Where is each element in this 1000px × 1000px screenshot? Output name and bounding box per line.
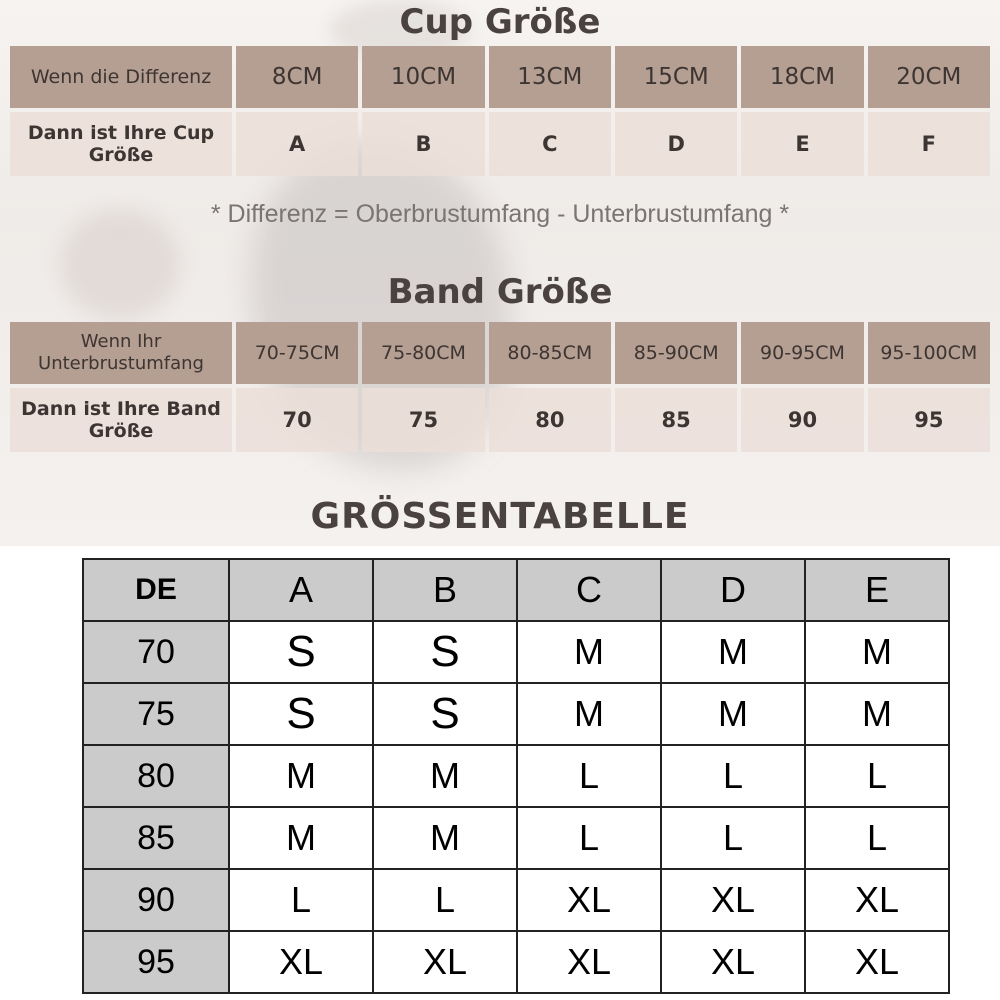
- size-cell: XL: [805, 931, 949, 993]
- cup-column-header: C: [517, 559, 661, 621]
- size-cell: L: [517, 807, 661, 869]
- band-size-title: Band Größe: [387, 272, 613, 312]
- size-cell: M: [661, 683, 805, 745]
- size-cell: L: [661, 745, 805, 807]
- table-row: [83, 931, 949, 993]
- size-cell: S: [373, 621, 517, 683]
- table-row: [83, 807, 949, 869]
- size-cell: M: [661, 621, 805, 683]
- band-row-header: 95: [83, 931, 229, 993]
- band-number-cell: 70: [236, 388, 358, 452]
- table-row: [83, 869, 949, 931]
- size-cell: XL: [805, 869, 949, 931]
- band-row1-label: Wenn Ihr Unterbrustumfang: [10, 322, 232, 384]
- cup-difference-cell: 15CM: [615, 46, 737, 108]
- band-range-cell: 80-85CM: [489, 322, 611, 384]
- table-row: [83, 683, 949, 745]
- cup-row2-label: Dann ist Ihre Cup Größe: [10, 112, 232, 176]
- band-row-header: 90: [83, 869, 229, 931]
- size-cell: M: [373, 807, 517, 869]
- size-cell: S: [229, 683, 373, 745]
- size-cell: L: [517, 745, 661, 807]
- cup-column-header: B: [373, 559, 517, 621]
- size-cell: XL: [661, 869, 805, 931]
- cup-difference-cell: 8CM: [236, 46, 358, 108]
- band-size-table: [10, 322, 990, 452]
- table-corner-label: DE: [83, 559, 229, 621]
- band-number-cell: 90: [741, 388, 863, 452]
- size-cell: M: [517, 621, 661, 683]
- size-cell: L: [373, 869, 517, 931]
- cup-letter-cell: C: [489, 112, 611, 176]
- cup-letter-cell: A: [236, 112, 358, 176]
- size-cell: M: [805, 621, 949, 683]
- cup-difference-cell: 20CM: [868, 46, 990, 108]
- size-cell: XL: [661, 931, 805, 993]
- band-row-header: 85: [83, 807, 229, 869]
- size-cell: S: [373, 683, 517, 745]
- cup-column-header: E: [805, 559, 949, 621]
- size-cell: L: [229, 869, 373, 931]
- size-cell: XL: [517, 931, 661, 993]
- band-row2-label: Dann ist Ihre Band Größe: [10, 388, 232, 452]
- size-cell: M: [517, 683, 661, 745]
- size-cell: S: [229, 621, 373, 683]
- de-size-table: [82, 558, 950, 994]
- band-row-header: 80: [83, 745, 229, 807]
- band-number-cell: 75: [362, 388, 484, 452]
- band-number-cell: 80: [489, 388, 611, 452]
- size-cell: XL: [517, 869, 661, 931]
- table-row: [83, 621, 949, 683]
- size-cell: M: [229, 745, 373, 807]
- cup-letter-cell: E: [741, 112, 863, 176]
- size-cell: M: [373, 745, 517, 807]
- size-cell: M: [229, 807, 373, 869]
- table-row: [83, 745, 949, 807]
- size-cell: L: [805, 745, 949, 807]
- cup-size-title: Cup Größe: [399, 2, 601, 42]
- size-cell: L: [805, 807, 949, 869]
- cup-difference-cell: 10CM: [362, 46, 484, 108]
- band-range-cell: 95-100CM: [868, 322, 990, 384]
- cup-row1-label: Wenn die Differenz: [10, 46, 232, 108]
- size-cell: XL: [229, 931, 373, 993]
- size-cell: M: [805, 683, 949, 745]
- size-table-title: GRÖSSENTABELLE: [310, 496, 690, 537]
- band-range-cell: 70-75CM: [236, 322, 358, 384]
- band-number-cell: 85: [615, 388, 737, 452]
- band-row-header: 75: [83, 683, 229, 745]
- table-header-row: [83, 559, 949, 621]
- cup-letter-cell: B: [362, 112, 484, 176]
- cup-column-header: D: [661, 559, 805, 621]
- band-range-cell: 75-80CM: [362, 322, 484, 384]
- band-range-cell: 85-90CM: [615, 322, 737, 384]
- cup-difference-cell: 13CM: [489, 46, 611, 108]
- cup-column-header: A: [229, 559, 373, 621]
- cup-letter-cell: F: [868, 112, 990, 176]
- size-cell: XL: [373, 931, 517, 993]
- cup-difference-cell: 18CM: [741, 46, 863, 108]
- band-number-cell: 95: [868, 388, 990, 452]
- cup-letter-cell: D: [615, 112, 737, 176]
- band-range-cell: 90-95CM: [741, 322, 863, 384]
- size-cell: L: [661, 807, 805, 869]
- band-row-header: 70: [83, 621, 229, 683]
- difference-formula-note: * Differenz = Oberbrustumfang - Unterbrustumfang *: [210, 200, 790, 228]
- cup-size-table: [10, 46, 990, 176]
